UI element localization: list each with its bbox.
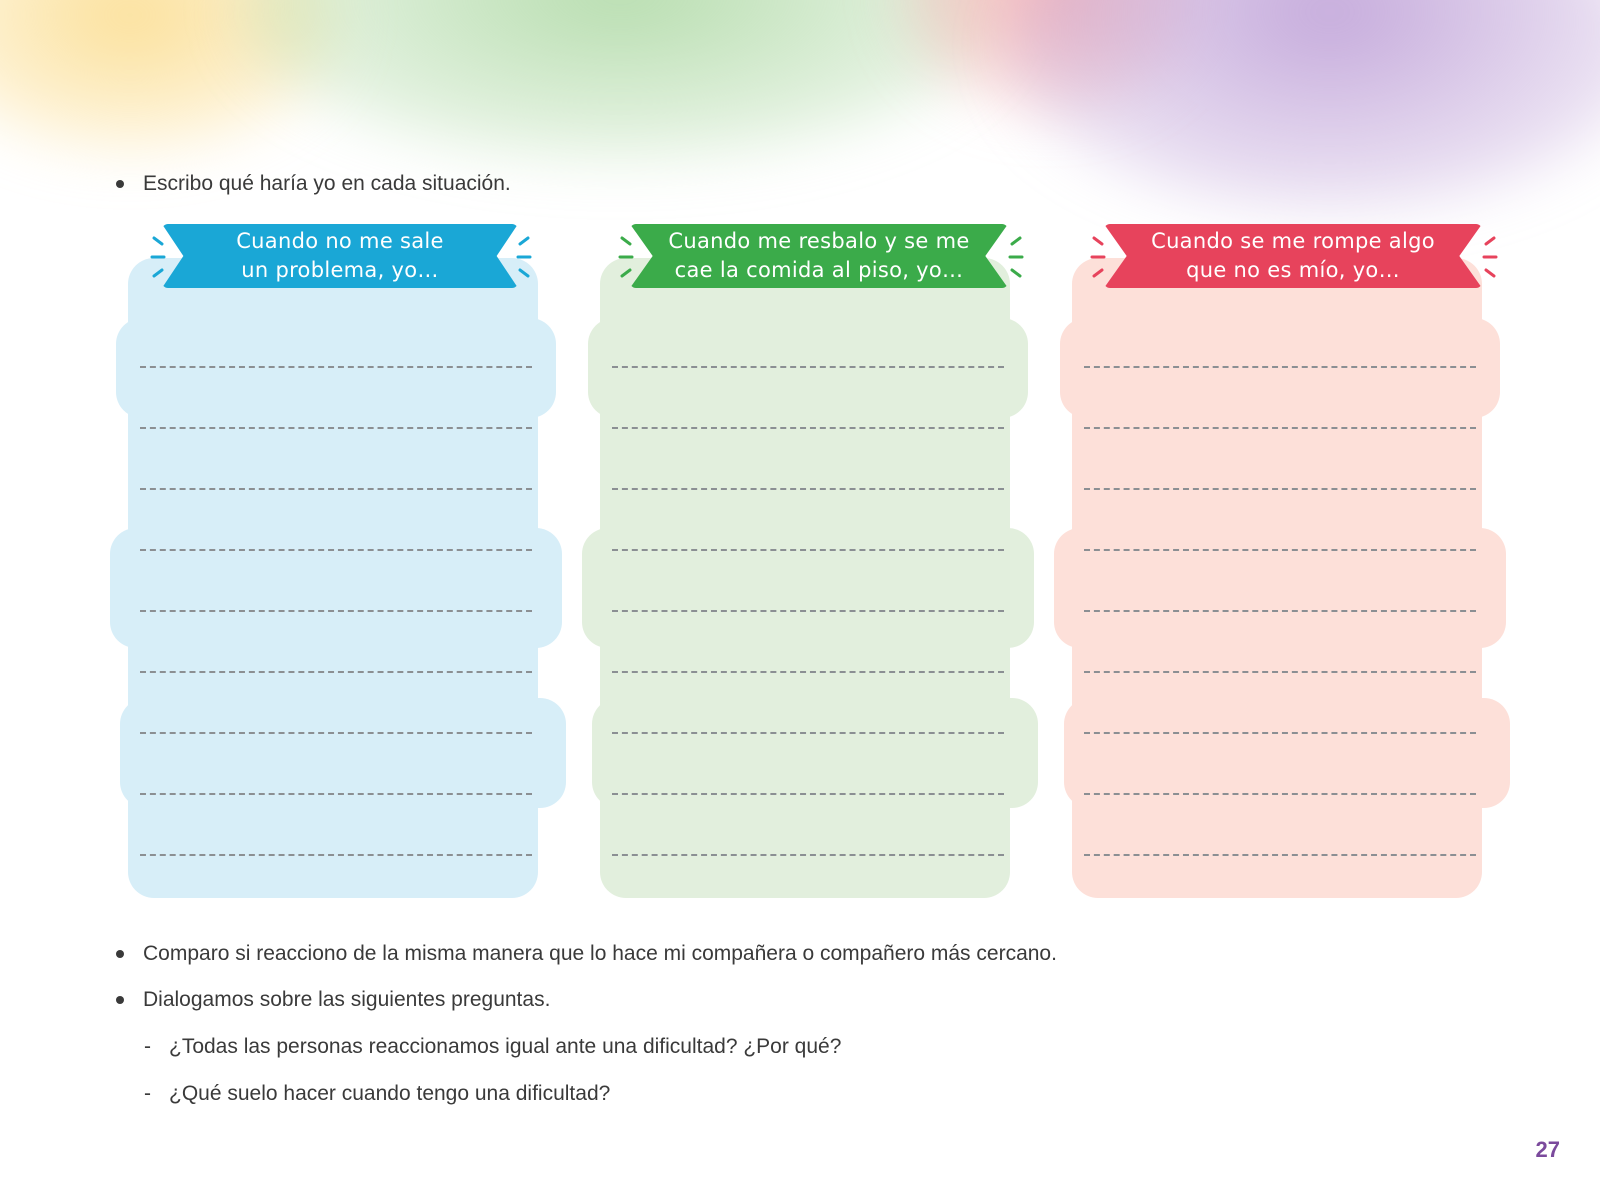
writing-line[interactable] <box>612 427 1004 429</box>
question-item <box>144 1082 610 1106</box>
writing-line[interactable] <box>1084 366 1476 368</box>
bullet-dot <box>116 950 124 958</box>
card-title-banner-food <box>630 224 1008 288</box>
writing-line[interactable] <box>1084 488 1476 490</box>
answer-card-problem <box>110 258 546 900</box>
writing-line[interactable] <box>140 488 532 490</box>
banner-text <box>630 224 1008 288</box>
instruction-compare <box>116 942 1057 966</box>
question-item <box>144 1035 841 1059</box>
writing-lines <box>1084 366 1476 915</box>
banner-line-2: cae la comida al piso, yo… <box>674 258 964 282</box>
sparkle-left-icon <box>1090 234 1110 280</box>
instruction-compare-text: Comparo si reacciono de la misma manera que lo hace mi compañera o compañero más cercano. <box>143 942 1057 965</box>
writing-line[interactable] <box>140 366 532 368</box>
writing-line[interactable] <box>612 732 1004 734</box>
question-text: ¿Qué suelo hacer cuando tengo una dificultad? <box>169 1082 611 1105</box>
banner-line-2: un problema, yo… <box>241 258 439 282</box>
banner-text <box>1104 224 1482 288</box>
watercolor-purple <box>1010 0 1600 210</box>
writing-line[interactable] <box>612 488 1004 490</box>
writing-line[interactable] <box>140 732 532 734</box>
writing-line[interactable] <box>140 549 532 551</box>
card-title-banner-problem <box>162 224 518 288</box>
bullet-dot <box>116 180 124 188</box>
card-title-banner-broken <box>1104 224 1482 288</box>
page-number: 27 <box>1535 1137 1560 1162</box>
instruction-dialogue-text: Dialogamos sobre las siguientes preguntas. <box>143 988 551 1011</box>
writing-line[interactable] <box>612 793 1004 795</box>
writing-line[interactable] <box>1084 854 1476 856</box>
writing-line[interactable] <box>1084 549 1476 551</box>
dash-marker: - <box>144 1035 151 1058</box>
sparkle-right-icon <box>512 234 532 280</box>
question-text: ¿Todas las personas reaccionamos igual ante una dificultad? ¿Por qué? <box>169 1035 842 1058</box>
writing-lines <box>612 366 1004 915</box>
writing-line[interactable] <box>140 427 532 429</box>
dash-marker: - <box>144 1082 151 1105</box>
writing-line[interactable] <box>612 854 1004 856</box>
answer-card-broken <box>1054 258 1490 900</box>
instruction-dialogue <box>116 988 550 1012</box>
sparkle-right-icon <box>1004 234 1024 280</box>
instruction-intro <box>116 172 511 196</box>
writing-line[interactable] <box>612 549 1004 551</box>
banner-line-1: Cuando me resbalo y se me <box>668 229 970 253</box>
banner-line-1: Cuando no me sale <box>236 229 444 253</box>
writing-line[interactable] <box>612 671 1004 673</box>
writing-line[interactable] <box>1084 427 1476 429</box>
writing-line[interactable] <box>140 793 532 795</box>
writing-line[interactable] <box>140 854 532 856</box>
banner-text <box>162 224 518 288</box>
watercolor-green <box>240 0 1000 160</box>
sparkle-left-icon <box>618 234 638 280</box>
banner-line-1: Cuando se me rompe algo <box>1151 229 1435 253</box>
writing-line[interactable] <box>1084 671 1476 673</box>
answer-card-food <box>582 258 1018 900</box>
writing-line[interactable] <box>140 610 532 612</box>
sparkle-right-icon <box>1478 234 1498 280</box>
instruction-intro-text: Escribo qué haría yo en cada situación. <box>143 172 511 195</box>
bullet-dot <box>116 996 124 1004</box>
writing-line[interactable] <box>1084 793 1476 795</box>
writing-line[interactable] <box>1084 732 1476 734</box>
writing-lines <box>140 366 532 915</box>
writing-line[interactable] <box>612 366 1004 368</box>
writing-line[interactable] <box>612 610 1004 612</box>
writing-line[interactable] <box>140 671 532 673</box>
writing-line[interactable] <box>1084 610 1476 612</box>
sparkle-left-icon <box>150 234 170 280</box>
banner-line-2: que no es mío, yo… <box>1186 258 1400 282</box>
